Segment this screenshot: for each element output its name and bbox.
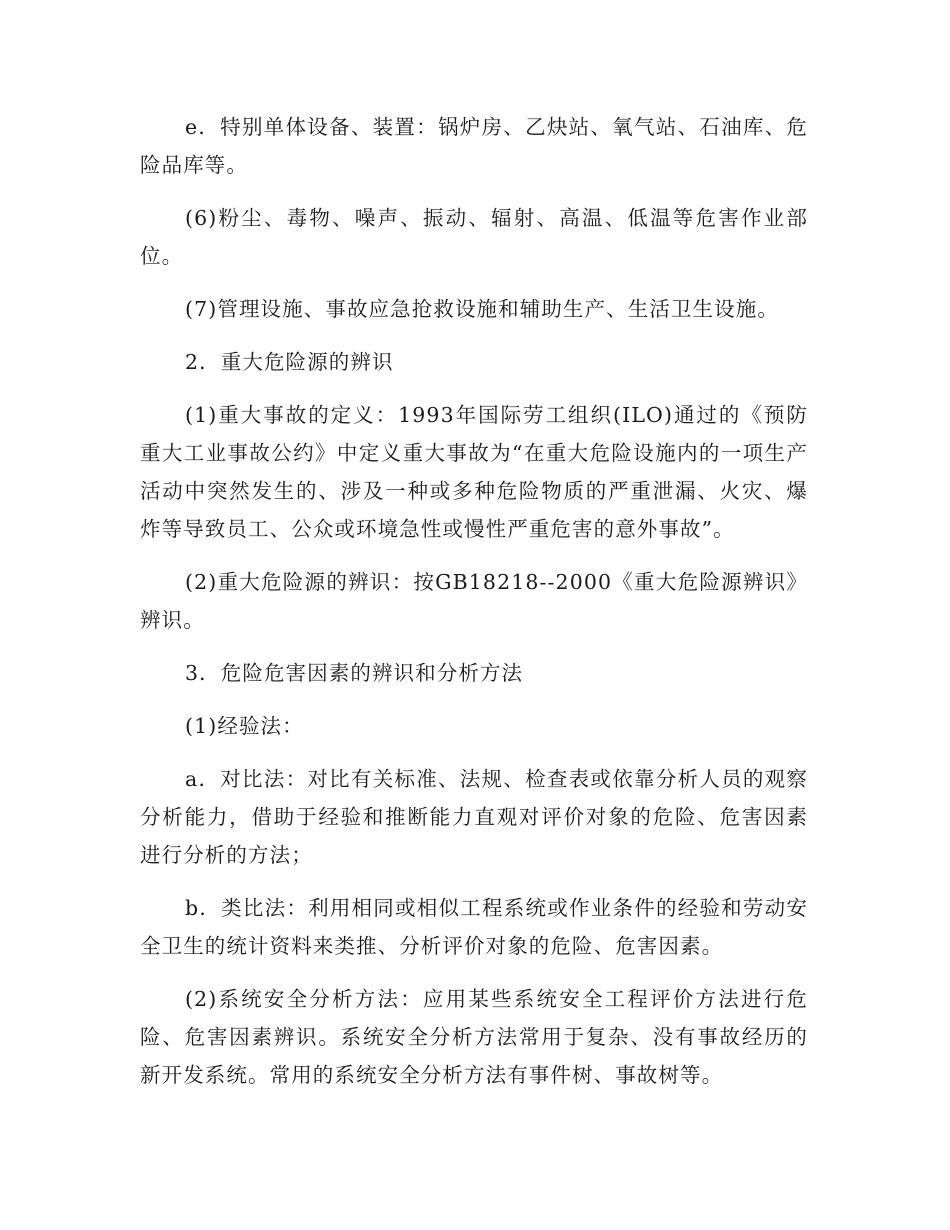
section-heading-major-hazard-identification: 2．重大危险源的辨识 (185, 350, 394, 374)
paragraph-comparison-method: a．对比法：对比有关标准、法规、检查表或依靠分析人员的观察分析能力，借助于经验和推断能力直观对评价对象的危险、危害因素进行分析的方法； (140, 767, 808, 867)
paragraph-major-accident-definition: (1)重大事故的定义：1993年国际劳工组织(ILO)通过的《预防重大工业事故公约》中定义重大事故为“在重大危险设施内的一项生产活动中突然发生的、涉及一种或多种危险物质的严重泄漏、火灾、爆炸等导致员工、公众或环境急性或慢性严重危害的意外事故”。 (140, 403, 808, 541)
paragraph-management-facilities: (7)管理设施、事故应急抢救设施和辅助生产、生活卫生设施。 (185, 297, 779, 321)
section-heading-analysis-methods: 3．危险危害因素的辨识和分析方法 (185, 661, 524, 685)
paragraph-major-hazard-standard: (2)重大危险源的辨识：按GB18218--2000《重大危险源辨识》辨识。 (140, 570, 808, 632)
paragraph-hazard-work-sites: (6)粉尘、毒物、噪声、振动、辐射、高温、低温等危害作业部位。 (140, 206, 808, 268)
paragraph-system-safety-analysis: (2)系统安全分析方法：应用某些系统安全工程评价方法进行危险、危害因素辨识。系统安全分析方法常用于复杂、没有事故经历的新开发系统。常用的系统安全分析方法有事件树、事故树等。 (140, 987, 808, 1087)
paragraph-special-equipment: e．特别单体设备、装置：锅炉房、乙炔站、氧气站、石油库、危险品库等。 (140, 115, 808, 177)
paragraph-experience-method: (1)经验法： (185, 714, 304, 738)
paragraph-analogy-method: b．类比法：利用相同或相似工程系统或作业条件的经验和劳动安全卫生的统计资料来类推、分析评价对象的危险、危害因素。 (140, 896, 808, 958)
document-body (140, 108, 808, 1109)
